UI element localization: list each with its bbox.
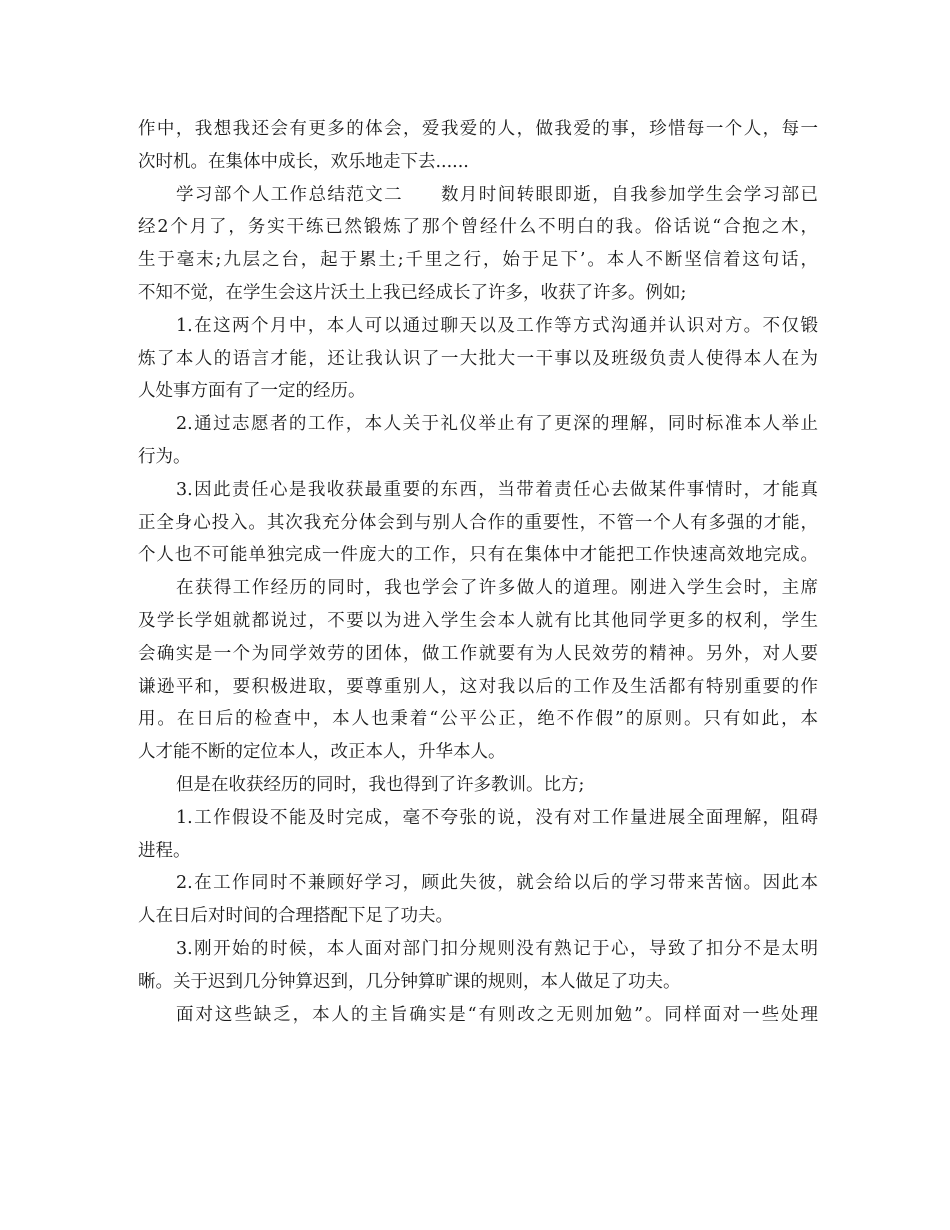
text-line: 人在日后对时间的合理搭配下足了功夫。 <box>138 906 453 927</box>
text-line: 会确实是一个为同学效劳的团体，做工作就要有为人民效劳的精神。另外，对人要 <box>138 643 818 664</box>
text-line: 2.通过志愿者的工作，本人关于礼仪举止有了更深的理解，同时标准本人举止 <box>176 414 818 435</box>
text-line: 1.在这两个月中，本人可以通过聊天以及工作等方式沟通并认识对方。不仅锻 <box>176 315 818 336</box>
text-line: 在获得工作经历的同时，我也学会了许多做人的道理。刚进入学生会时，主席 <box>176 578 818 599</box>
text-line: 谦逊平和，要积极进取，要尊重别人，这对我以后的工作及生活都有特别重要的作 <box>138 676 818 697</box>
text-line: 但是在收获经历的同时，我也得到了许多教训。比方; <box>176 774 585 795</box>
text-line: 3.因此责任心是我收获最重要的东西，当带着责任心去做某件事情时，才能真 <box>176 479 818 500</box>
text-line: 人处事方面有了一定的经历。 <box>138 381 366 402</box>
text-line: 用。在日后的检查中，本人也秉着“公平公正，绝不作假”的原则。只有如此，本 <box>138 709 818 730</box>
text-line: 面对这些缺乏，本人的主旨确实是“有则改之无则加勉”。同样面对一些处理 <box>176 1004 818 1025</box>
text-line: 晰。关于迟到几分钟算迟到，几分钟算旷课的规则，本人做足了功夫。 <box>138 971 681 992</box>
document-body <box>138 113 818 1031</box>
text-line: 3.刚开始的时候，本人面对部门扣分规则没有熟记于心，导致了扣分不是太明 <box>176 938 818 959</box>
text-line: 人才能不断的定位本人，改正本人，升华本人。 <box>138 742 506 763</box>
text-line: 1.工作假设不能及时完成，毫不夸张的说，没有对工作量进展全面理解，阻碍 <box>176 807 818 828</box>
text-line: 生于毫末;九层之台，起于累土;千里之行，始于足下’。本人不断坚信着这句话， <box>138 250 818 271</box>
text-line: 经2个月了，务实干练已然锻炼了那个曾经什么不明白的我。俗话说“合抱之木， <box>138 217 818 238</box>
text-line: 个人也不可能单独完成一件庞大的工作，只有在集体中才能把工作快速高效地完成。 <box>138 545 818 566</box>
text-line: 及学长学姐就都说过，不要以为进入学生会本人就有比其他同学更多的权利，学生 <box>138 610 818 631</box>
text-line: 次时机。在集体中成长，欢乐地走下去...... <box>138 151 469 172</box>
text-line: 作中，我想我还会有更多的体会，爱我爱的人，做我爱的事，珍惜每一个人，每一 <box>138 119 818 139</box>
text-line: 行为。 <box>138 446 191 467</box>
text-line: 学习部个人工作总结范文二 数月时间转眼即逝，自我参加学生会学习部已 <box>176 184 818 205</box>
text-line: 2.在工作同时不兼顾好学习，顾此失彼，就会给以后的学习带来苦恼。因此本 <box>176 873 818 894</box>
text-line: 炼了本人的语言才能，还让我认识了一大批大一干事以及班级负责人使得本人在为 <box>138 348 818 369</box>
text-line: 不知不觉，在学生会这片沃土上我已经成长了许多，收获了许多。例如; <box>138 282 687 303</box>
text-line: 进程。 <box>138 840 191 861</box>
text-line: 正全身心投入。其次我充分体会到与别人合作的重要性，不管一个人有多强的才能， <box>138 512 818 533</box>
